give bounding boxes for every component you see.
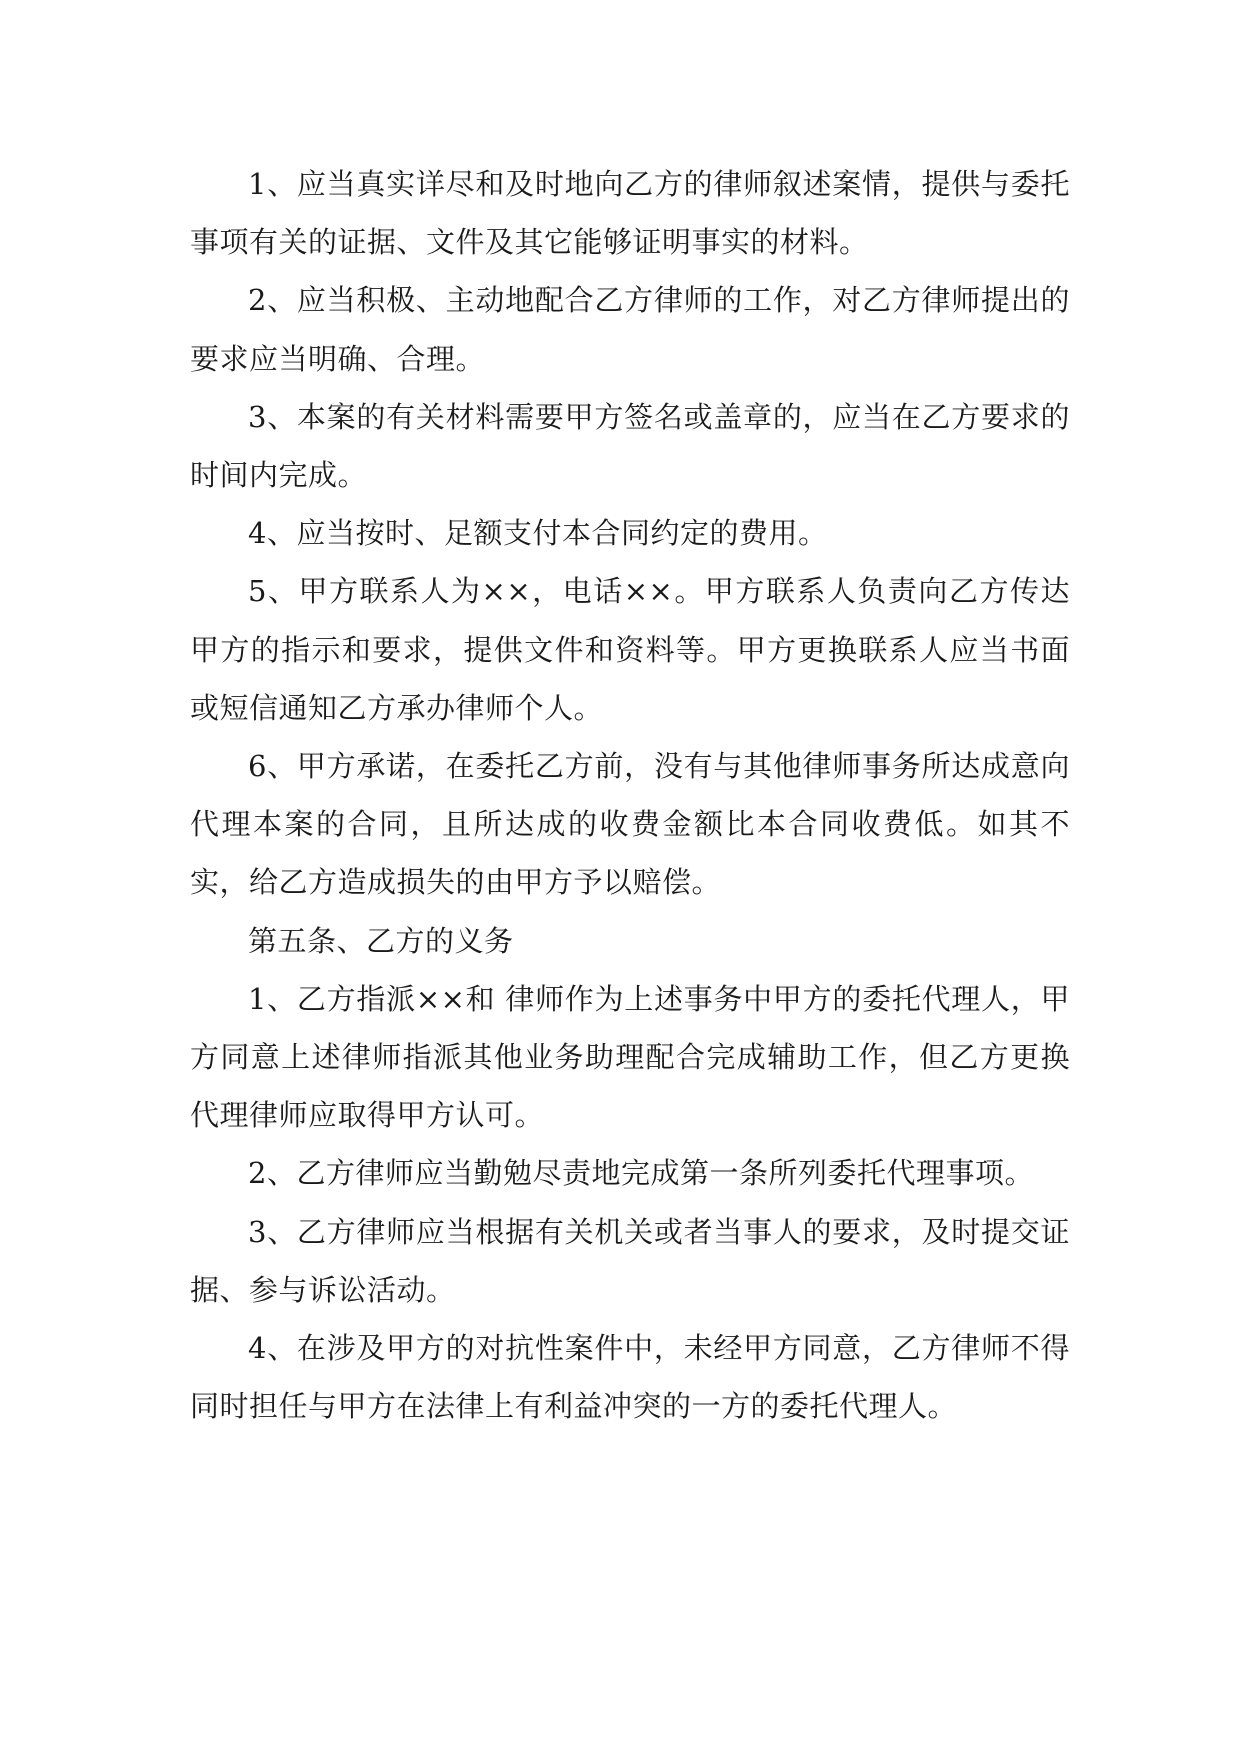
paragraph-obligation-1: 1、应当真实详尽和及时地向乙方的律师叙述案情，提供与委托事项有关的证据、文件及其它能够证明事实的材料。 (190, 167, 1070, 260)
paragraph-obligation-2: 2、应当积极、主动地配合乙方律师的工作，对乙方律师提出的要求应当明确、合理。 (190, 283, 1070, 376)
paragraph-party-b-duty-4: 4、在涉及甲方的对抗性案件中，未经甲方同意，乙方律师不得同时担任与甲方在法律上有利益冲突的一方的委托代理人。 (190, 1331, 1070, 1424)
paragraph-obligation-3: 3、本案的有关材料需要甲方签名或盖章的，应当在乙方要求的时间内完成。 (190, 399, 1070, 493)
paragraph-party-b-duty-2: 2、乙方律师应当勤勉尽责地完成第一条所列委托代理事项。 (248, 1156, 1034, 1191)
paragraph-party-b-duty-3: 3、乙方律师应当根据有关机关或者当事人的要求，及时提交证据、参与诉讼活动。 (190, 1214, 1070, 1307)
section-heading-article-5: 第五条、乙方的义务 (248, 923, 514, 958)
paragraph-obligation-4: 4、应当按时、足额支付本合同约定的费用。 (248, 516, 828, 551)
paragraph-obligation-6: 6、甲方承诺，在委托乙方前，没有与其他律师事务所达成意向代理本案的合同，且所达成的收费金额比本合同收费低。如其不实，给乙方造成损失的由甲方予以赔偿。 (190, 749, 1070, 900)
document-body (190, 155, 1070, 1435)
paragraph-party-b-duty-1: 1、乙方指派××和 律师作为上述事务中甲方的委托代理人，甲方同意上述律师指派其他业务助理配合完成辅助工作，但乙方更换代理律师应取得甲方认可。 (190, 981, 1070, 1133)
paragraph-obligation-5: 5、甲方联系人为××，电话××。甲方联系人负责向乙方传达甲方的指示和要求，提供文件和资料等。甲方更换联系人应当书面或短信通知乙方承办律师个人。 (190, 574, 1070, 725)
